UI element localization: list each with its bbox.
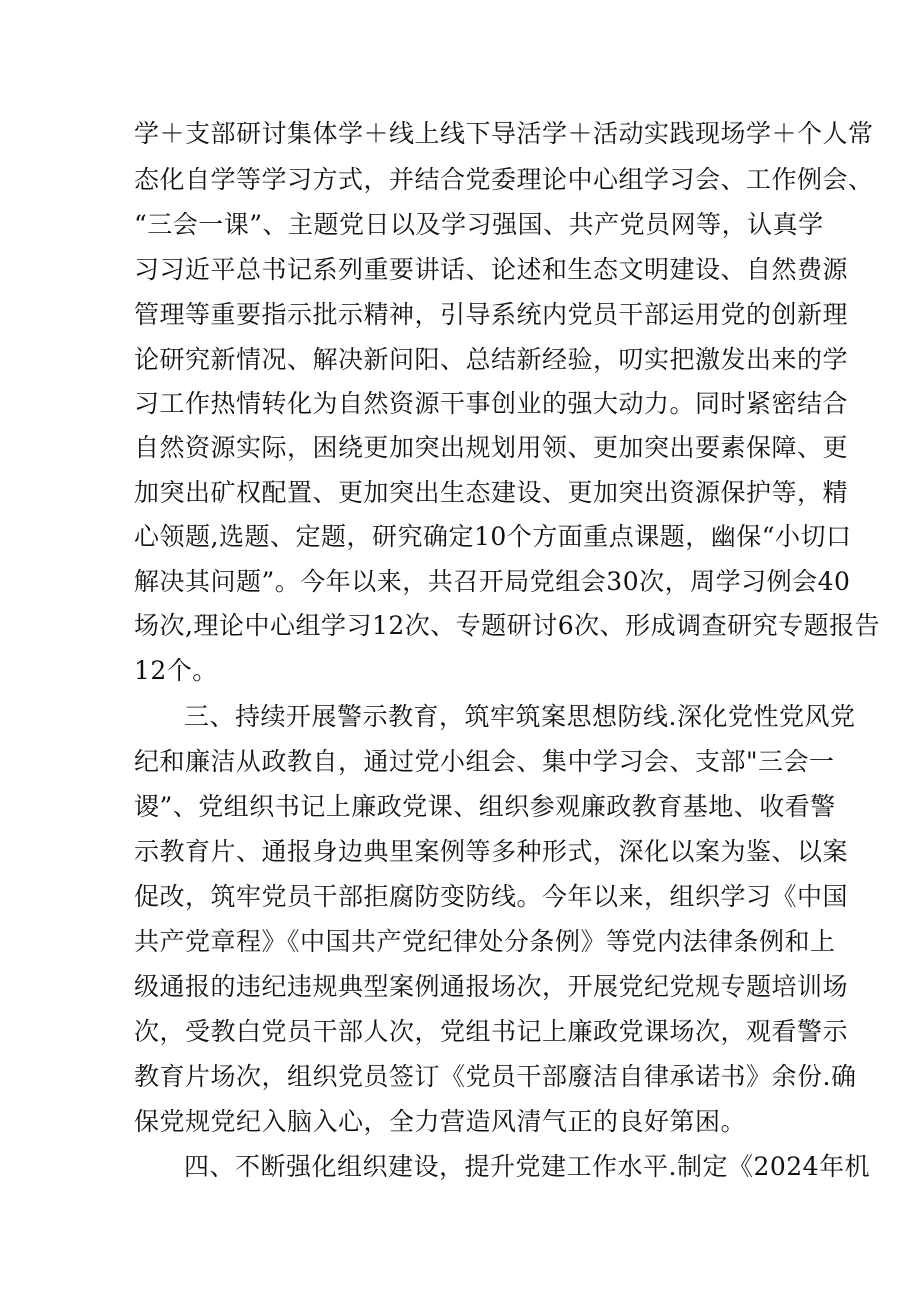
text-line: 纪和廉洁从政教自，通过党小组会、集中学习会、支部"三会一 [134, 747, 835, 776]
text-line: 示教育片、通报身边典里案例等多种形式，深化以案为鉴、以案 [134, 837, 849, 866]
text-line: 场次,理论中心组学习12次、专题研讨6次、形成调查研究专题报告 [134, 611, 881, 640]
text-line: 加突出矿权配置、更加突出生态建设、更加突出资源保护等，精 [134, 478, 849, 507]
text-line: 管理等重要指示批示精神，引导系统内党员干部运用党的创新理 [134, 300, 849, 329]
text-line: “三会一课”、主题党日以及学习强国、共产党员网等，认真学 [134, 210, 824, 239]
text-line: 习习近平总书记系列重要讲话、论述和生态文明建设、自然费源 [134, 255, 849, 284]
text-line: 态化自学等学习方式，并结合党委理论中心组学习会、工作例会、 [134, 165, 874, 194]
text-line: 保党规党纪入脑入心，全力营造风清气正的良好第困。 [134, 1107, 747, 1136]
text-line: 教育片场次，组织党员签订《党员干部廢洁自律承诺书》余份.确 [134, 1062, 857, 1091]
text-line: 自然资源实际，困绕更加突出规划用领、更加突出要素保障、更 [134, 433, 849, 462]
text-line: 习工作热情转化为自然资源干事创业的强大动力。同时紧密结合 [134, 389, 849, 418]
text-line: 级通报的违纪违规典型案例通报场次，开展党纪党规专题培训场 [134, 972, 849, 1001]
text-line: 学＋支部研讨集体学＋线上线下导活学＋活动实践现场学＋个人常 [134, 119, 874, 148]
text-line: 论研究新情况、解决新问阳、总结新经验，叨实把激发出来的学 [134, 345, 849, 374]
text-line: 共产党章程》《中国共产党纪律处分条例》等党内法律条例和上 [134, 927, 836, 956]
section-heading-line: 三、持续开展警示教育，筑牢筑案思想防线.深化党性党风党 [184, 702, 856, 731]
text-line: 谡”、党组织书记上廉政党课、组织参观廉政教育基地、收看警 [134, 792, 836, 821]
text-line: 解决其问题”。今年以来，共召开局党组会30次，周学习例会40 [134, 567, 851, 596]
text-line: 心领题,选题、定题，研究确定10个方面重点课题，幽保“小切口 [134, 522, 852, 551]
text-line: 12个。 [134, 656, 218, 685]
text-line: 促改，筑牢党员干部拒腐防变防线。今年以来，组织学习《中国 [134, 882, 849, 911]
section-heading-line: 四、不断强化组织建设，提升党建工作水平.制定《2024年机 [184, 1152, 871, 1181]
text-line: 次，受教白党员干部人次，党组书记上廉政党课场次，观看警示 [134, 1017, 849, 1046]
